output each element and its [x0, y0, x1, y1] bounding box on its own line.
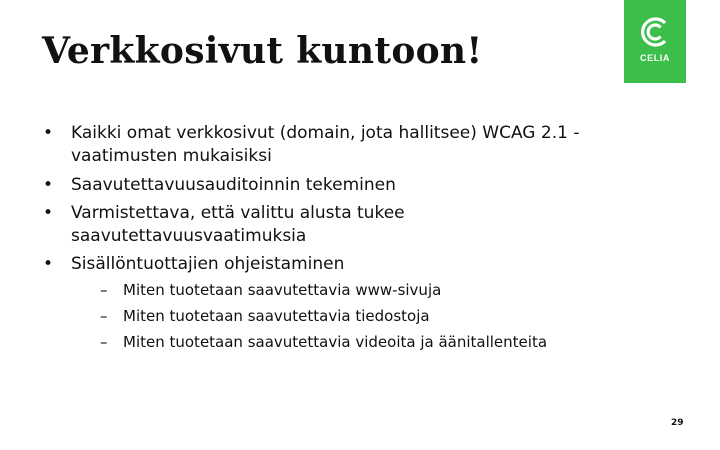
bullet-item	[0, 253, 720, 276]
bullet-marker: •	[43, 254, 54, 274]
bullet-marker: •	[43, 123, 54, 143]
bullet-marker: •	[43, 203, 54, 223]
page-number: 29	[671, 418, 684, 428]
bullet-item	[0, 122, 720, 168]
bullet-text: Kaikki omat verkkosivut (domain, jota hallitsee) WCAG 2.1 -vaatimusten mukaisiksi	[71, 123, 580, 166]
bullet-marker: •	[43, 175, 54, 195]
sub-bullet-text: Miten tuotetaan saavutettavia videoita ja äänitallenteita	[123, 333, 548, 351]
sub-bullet-item	[0, 303, 720, 329]
sub-bullet-text: Miten tuotetaan saavutettavia www-sivuja	[123, 281, 442, 299]
bullet-text: Saavutettavuusauditoinnin tekeminen	[71, 175, 396, 195]
bullet-item	[0, 202, 720, 248]
sub-bullet-list	[0, 277, 720, 355]
slide-title: Verkkosivut kuntoon!	[42, 30, 483, 72]
bullet-text: Varmistettava, että valittu alusta tukee saavutettavuusvaatimuksia	[71, 203, 405, 246]
bullet-item	[0, 174, 720, 197]
dash-marker: –	[100, 333, 108, 351]
sub-bullet-item	[0, 329, 720, 355]
dash-marker: –	[100, 281, 108, 299]
celia-logo-icon	[639, 16, 671, 48]
sub-bullet-text: Miten tuotetaan saavutettavia tiedostoja	[123, 307, 430, 325]
bullet-list	[0, 122, 720, 355]
sub-bullet-item	[0, 277, 720, 303]
bullet-text: Sisällöntuottajien ohjeistaminen	[71, 254, 345, 274]
logo-text: CELIA	[640, 53, 670, 63]
celia-logo	[624, 0, 686, 83]
dash-marker: –	[100, 307, 108, 325]
